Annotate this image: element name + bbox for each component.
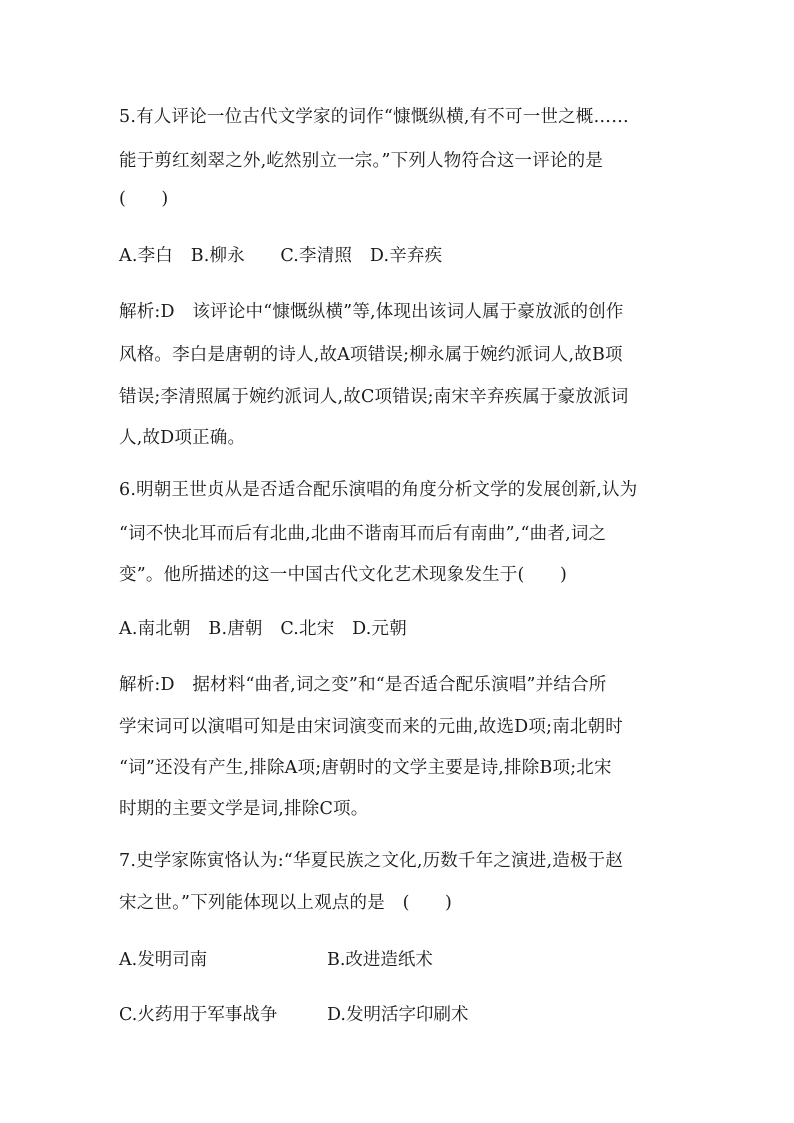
question-5-analysis-line-3: 错误;李清照属于婉约派词人,故C项错误;南宋辛弃疾属于豪放派词 bbox=[119, 387, 629, 407]
question-7-option-b: B.改进造纸术 bbox=[327, 950, 433, 970]
question-6-analysis-line-4: 时期的主要文学是词,排除C项。 bbox=[119, 799, 369, 819]
question-5-stem-line-3: ( ) bbox=[119, 189, 169, 209]
question-6-stem-line-1: 6.明朝王世贞从是否适合配乐演唱的角度分析文学的发展创新,认为 bbox=[119, 480, 638, 500]
question-5-options: A.李白 B.柳永 C.李清照 D.辛弃疾 bbox=[119, 246, 443, 266]
question-6-stem-line-2: “词不快北耳而后有北曲,北曲不谐南耳而后有南曲”,“曲者,词之 bbox=[119, 524, 607, 544]
question-7-option-c: C.火药用于军事战争 bbox=[119, 1005, 278, 1025]
question-6-analysis-line-3: “词”还没有产生,排除A项;唐朝时的文学主要是诗,排除B项;北宋 bbox=[119, 758, 612, 778]
question-6-analysis-line-2: 学宋词可以演唱可知是由宋词演变而来的元曲,故选D项;南北朝时 bbox=[119, 717, 623, 737]
question-5-analysis-line-1: 解析:D 该评论中“慷慨纵横”等,体现出该词人属于豪放派的创作 bbox=[119, 302, 624, 322]
question-6-analysis-line-1: 解析:D 据材料“曲者,词之变”和“是否适合配乐演唱”并结合所 bbox=[119, 675, 607, 695]
question-5-stem-line-2: 能于剪红刻翠之外,屹然别立一宗。”下列人物符合这一评论的是 bbox=[119, 151, 604, 171]
question-7-option-a: A.发明司南 bbox=[119, 950, 208, 970]
question-5-stem-line-1: 5.有人评论一位古代文学家的词作“慷慨纵横,有不可一世之概…… bbox=[119, 107, 629, 127]
question-5-analysis-line-2: 风格。李白是唐朝的诗人,故A项错误;柳永属于婉约派词人,故B项 bbox=[119, 345, 623, 365]
question-6-stem-line-3: 变”。他所描述的这一中国古代文化艺术现象发生于( ) bbox=[119, 565, 567, 585]
question-7-stem-line-2: 宋之世。”下列能体现以上观点的是 ( ) bbox=[119, 893, 453, 913]
question-7-option-d: D.发明活字印刷术 bbox=[327, 1005, 469, 1025]
question-5-analysis-line-4: 人,故D项正确。 bbox=[119, 428, 246, 448]
question-6-options: A.南北朝 B.唐朝 C.北宋 D.元朝 bbox=[119, 619, 407, 639]
question-7-stem-line-1: 7.史学家陈寅恪认为:“华夏民族之文化,历数千年之演进,造极于赵 bbox=[119, 851, 624, 871]
